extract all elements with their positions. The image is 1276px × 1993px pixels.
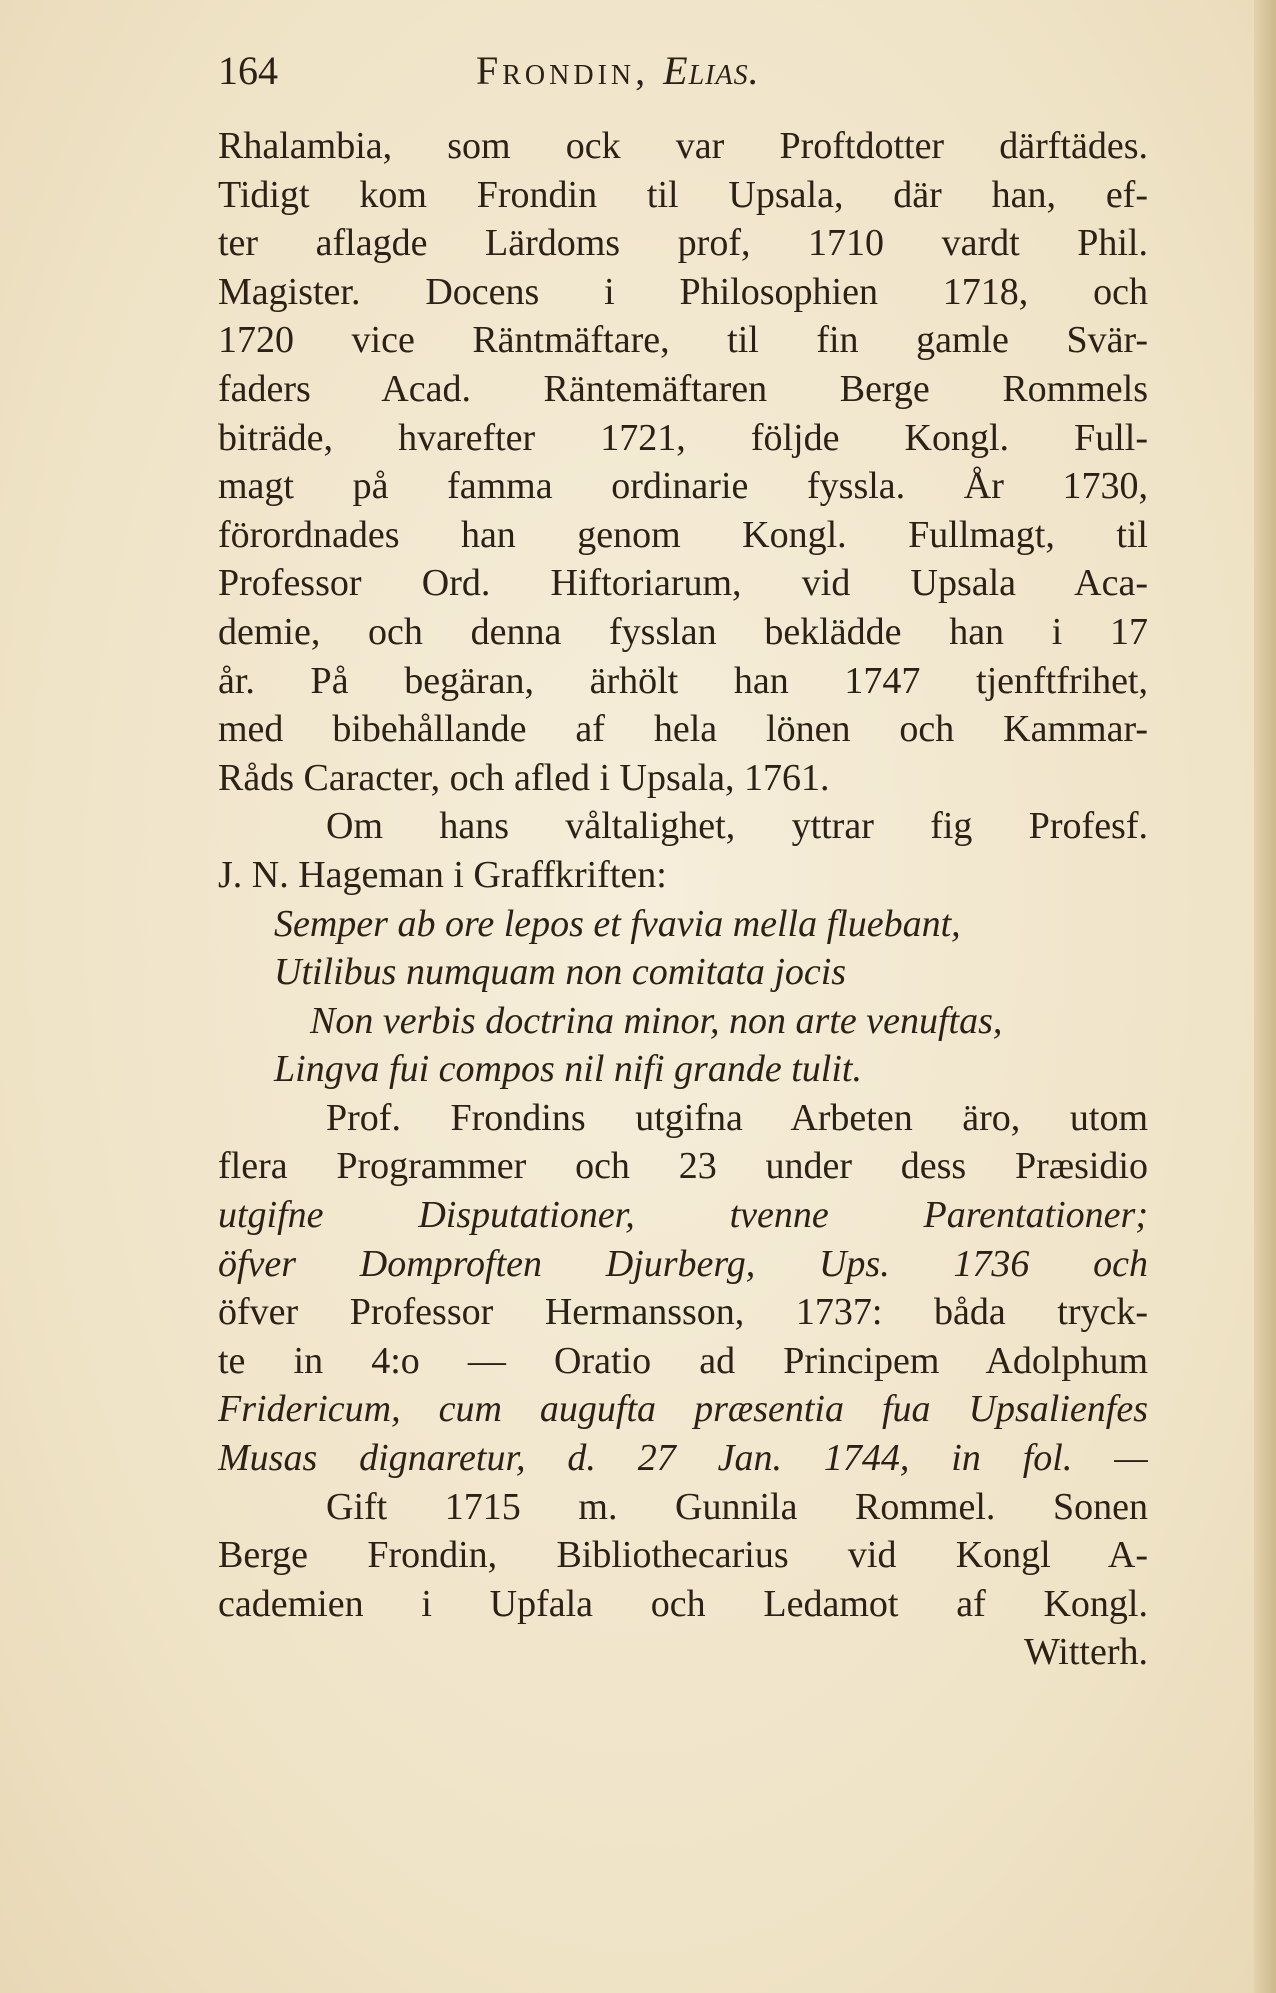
verse-line: Utilibus numquam non comitata jocis <box>274 951 847 994</box>
verse-line: Non verbis doctrina minor, non arte venuftas, <box>310 999 1003 1042</box>
text-line: Fridericum, cum augufta præsentia fua Upsalienfes <box>218 1388 1148 1431</box>
running-head-forename: Elias. <box>663 48 760 93</box>
text-line: Om hans våltalighet, yttrar fig Profesf. <box>326 805 1148 848</box>
text-line: Rhalambia, som ock var Proftdotter därftädes. <box>218 125 1148 167</box>
text-line: te in 4:o — Oratio ad Principem Adolphum <box>218 1339 1148 1382</box>
text-line: cademien i Upfala och Ledamot af Kongl. <box>218 1582 1148 1625</box>
text-line: Berge Frondin, Bibliothecarius vid Kongl A- <box>218 1534 1148 1577</box>
text-line: förordnades han genom Kongl. Fullmagt, til <box>218 513 1148 556</box>
text-line: Magister. Docens i Philosophien 1718, och <box>218 270 1148 313</box>
text-line: år. På begäran, ärhölt han 1747 tjenftfrihet, <box>218 659 1148 702</box>
text-line: flera Programmer och 23 under dess Præsidio <box>218 1145 1148 1188</box>
text-line: 1720 vice Räntmäftare, til fin gamle Svär- <box>218 319 1148 362</box>
page-number: 164 <box>218 48 278 93</box>
text-line: biträde, hvarefter 1721, följde Kongl. Full- <box>218 416 1148 459</box>
text-line: öfver Domproften Djurberg, Ups. 1736 och <box>218 1242 1148 1285</box>
running-head <box>476 36 760 106</box>
verse-line: Lingva fui compos nil nifi grande tulit. <box>274 1048 862 1091</box>
text-line: med bibehållande af hela lönen och Kammar- <box>218 708 1148 751</box>
text-line: faders Acad. Räntemäftaren Berge Rommels <box>218 367 1148 410</box>
body-text <box>218 122 1148 1677</box>
text-line: Musas dignaretur, d. 27 Jan. 1744, in fol. — <box>218 1437 1148 1480</box>
text-line: Råds Caracter, och afled i Upsala, 1761. <box>218 756 830 799</box>
running-head-surname: Frondin, <box>476 48 650 93</box>
text-line: Tidigt kom Frondin til Upsala, där han, ef- <box>218 173 1148 216</box>
text-line: J. N. Hageman i Graffkriften: <box>218 853 667 896</box>
text-line: ter aflagde Lärdoms prof, 1710 vardt Phil. <box>218 222 1148 265</box>
text-line: magt på famma ordinarie fyssla. År 1730, <box>218 465 1148 508</box>
text-line: Gift 1715 m. Gunnila Rommel. Sonen <box>326 1485 1148 1528</box>
text-line: Prof. Frondins utgifna Arbeten äro, utom <box>326 1096 1148 1139</box>
text-line: Professor Ord. Hiftoriarum, vid Upsala Aca- <box>218 562 1148 605</box>
text-line: öfver Professor Hermansson, 1737: båda tryck- <box>218 1291 1148 1334</box>
running-header <box>218 36 1018 106</box>
text-line: utgifne Disputationer, tvenne Parentationer; <box>218 1194 1148 1237</box>
catchword: Witterh. <box>1023 1631 1148 1674</box>
text-line: demie, och denna fysslan beklädde han i 17 <box>218 610 1148 653</box>
verse-line: Semper ab ore lepos et fvavia mella fluebant, <box>274 902 961 945</box>
page-edge <box>1254 0 1276 1993</box>
